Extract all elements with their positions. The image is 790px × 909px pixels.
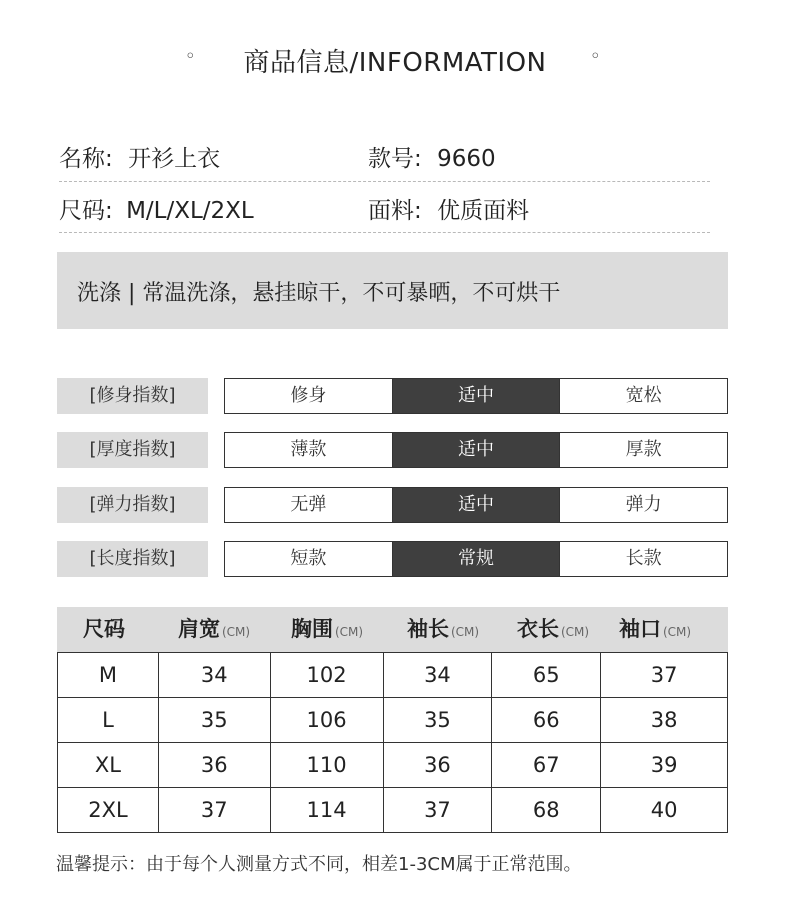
elasticity-index-label: [弹力指数] — [57, 487, 208, 523]
length-index-label: [长度指数] — [57, 541, 208, 577]
size-cell: XL — [58, 743, 159, 788]
divider — [59, 181, 710, 182]
fit-index-option: 修身 — [225, 379, 393, 413]
header-cuff: 袖口 (CM) — [619, 617, 692, 641]
name-value: 开衫上衣 — [128, 146, 221, 172]
wash-instructions — [57, 252, 728, 329]
measure-cell: 106 — [270, 698, 383, 743]
page-title: 商品信息/INFORMATION — [243, 48, 547, 78]
measure-cell: 65 — [492, 653, 601, 698]
measure-cell: 36 — [383, 743, 492, 788]
fit-index-scale — [224, 378, 728, 414]
measure-cell: 37 — [158, 788, 270, 833]
wash-text: 洗涤 | 常温洗涤，悬挂晾干，不可暴晒，不可烘干 — [77, 281, 561, 306]
measure-cell: 36 — [158, 743, 270, 788]
fit-index-option: 宽松 — [625, 385, 662, 406]
thickness-index-option: 薄款 — [225, 433, 393, 467]
measure-cell: 40 — [601, 788, 728, 833]
measure-cell: 37 — [601, 653, 728, 698]
thickness-index-label: [厚度指数] — [57, 432, 208, 468]
measure-cell: 39 — [601, 743, 728, 788]
measure-cell: 110 — [270, 743, 383, 788]
measure-cell: 102 — [270, 653, 383, 698]
table-row — [58, 653, 728, 698]
table-row — [58, 788, 728, 833]
header-sleeve: 袖长 (CM) — [407, 617, 480, 641]
right-dot-icon: ◦ — [590, 46, 601, 67]
name-label: 名称: — [59, 146, 113, 172]
size-table-header — [57, 607, 728, 652]
size-table — [57, 652, 728, 833]
left-dot-icon: ◦ — [185, 46, 196, 67]
header-shoulder: 肩宽 (CM) — [178, 617, 251, 641]
table-row — [58, 743, 728, 788]
measure-cell: 37 — [383, 788, 492, 833]
length-index-option-selected: 常规 — [393, 542, 561, 576]
footnote: 温馨提示：由于每个人测量方式不同，相差1-3CM属于正常范围。 — [56, 854, 582, 875]
table-row — [58, 698, 728, 743]
fit-index-label: [修身指数] — [57, 378, 208, 414]
size-label: 尺码: — [59, 198, 113, 224]
elasticity-index-scale — [224, 487, 728, 523]
length-index-option: 长款 — [625, 548, 662, 569]
measure-cell: 35 — [383, 698, 492, 743]
elasticity-index-option: 无弹 — [225, 488, 393, 522]
product-fabric — [368, 192, 529, 225]
size-cell: 2XL — [58, 788, 159, 833]
measure-cell: 38 — [601, 698, 728, 743]
elasticity-index-option: 弹力 — [625, 494, 662, 515]
measure-cell: 68 — [492, 788, 601, 833]
fabric-label: 面料: — [368, 198, 422, 224]
section-header — [0, 40, 790, 84]
measure-cell: 66 — [492, 698, 601, 743]
thickness-index-option-selected: 适中 — [393, 433, 561, 467]
elasticity-index-option-selected: 适中 — [393, 488, 561, 522]
style-value: 9660 — [437, 146, 496, 172]
thickness-index-scale — [224, 432, 728, 468]
header-size: 尺码 — [83, 617, 125, 641]
size-cell: M — [58, 653, 159, 698]
size-cell: L — [58, 698, 159, 743]
thickness-index-option: 厚款 — [625, 439, 662, 460]
fit-index-option-selected: 适中 — [393, 379, 561, 413]
measure-cell: 67 — [492, 743, 601, 788]
header-chest: 胸围 (CM) — [291, 617, 364, 641]
length-index-option: 短款 — [225, 542, 393, 576]
measure-cell: 34 — [158, 653, 270, 698]
measure-cell: 34 — [383, 653, 492, 698]
header-length: 衣长 (CM) — [517, 617, 590, 641]
fabric-value: 优质面料 — [437, 198, 530, 224]
measure-cell: 114 — [270, 788, 383, 833]
product-name — [59, 140, 220, 173]
measure-cell: 35 — [158, 698, 270, 743]
style-number — [368, 140, 496, 173]
divider — [59, 232, 710, 233]
style-label: 款号: — [368, 146, 422, 172]
size-value: M/L/XL/2XL — [126, 198, 254, 224]
product-sizes — [59, 192, 254, 225]
length-index-scale — [224, 541, 728, 577]
